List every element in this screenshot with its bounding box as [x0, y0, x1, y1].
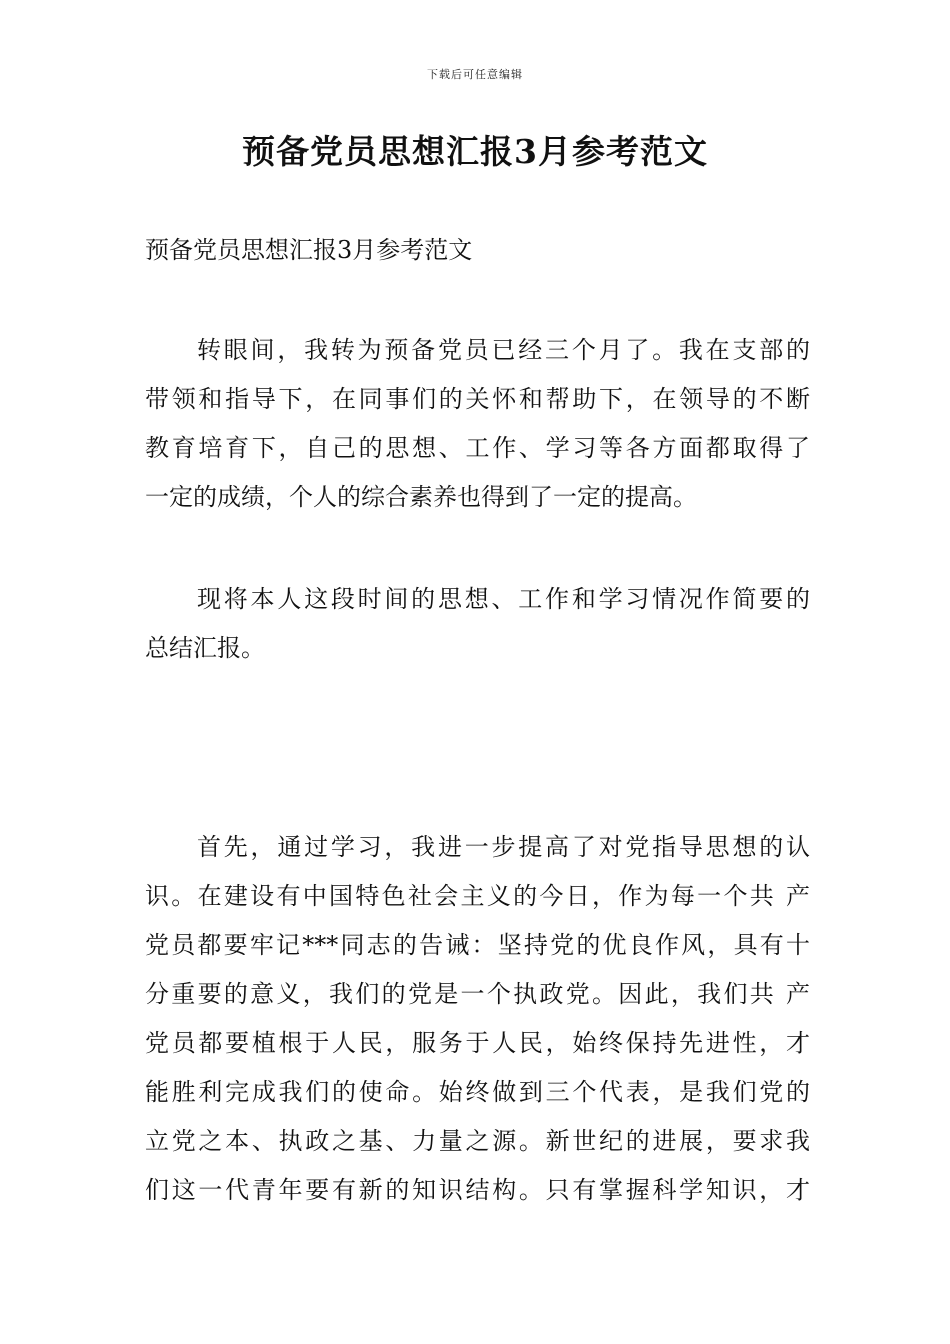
- paragraph-line: 分重要的意义，我们的党是一个执政党。因此，我们共 产: [145, 980, 810, 1008]
- paragraph-line: 一定的成绩，个人的综合素养也得到了一定的提高。: [145, 483, 697, 511]
- paragraph-1: [145, 326, 810, 522]
- paragraph-line: 党员都要牢记***同志的告诫：坚持党的优良作风，具有十: [145, 931, 810, 959]
- paragraph-line: 现将本人这段时间的思想、工作和学习情况作简要的: [197, 585, 810, 613]
- paragraph-3: [145, 823, 810, 1215]
- paragraph-line: 党员都要植根于人民，服务于人民，始终保持先进性，才: [145, 1029, 810, 1057]
- paragraph-line: 教育培育下，自己的思想、工作、学习等各方面都取得了: [145, 434, 810, 462]
- paragraph-line: 总结汇报。: [145, 634, 265, 662]
- paragraph-line: 识。在建设有中国特色社会主义的今日，作为每一个共 产: [145, 882, 810, 910]
- document-subtitle: 预备党员思想汇报3月参考范文: [145, 236, 473, 264]
- paragraph-2: [145, 575, 810, 673]
- paragraph-line: 首先，通过学习，我进一步提高了对党指导思想的认: [197, 833, 810, 861]
- header-note: 下载后可任意编辑: [427, 68, 523, 81]
- paragraph-line: 们这一代青年要有新的知识结构。只有掌握科学知识，才: [145, 1176, 810, 1204]
- paragraph-line: 带领和指导下，在同事们的关怀和帮助下，在领导的不断: [145, 385, 810, 413]
- document-title: 预备党员思想汇报3月参考范文: [242, 132, 708, 171]
- paragraph-line: 转眼间，我转为预备党员已经三个月了。我在支部的: [197, 336, 810, 364]
- paragraph-line: 立党之本、执政之基、力量之源。新世纪的进展，要求我: [145, 1127, 810, 1155]
- paragraph-line: 能胜利完成我们的使命。始终做到三个代表，是我们党的: [145, 1078, 810, 1106]
